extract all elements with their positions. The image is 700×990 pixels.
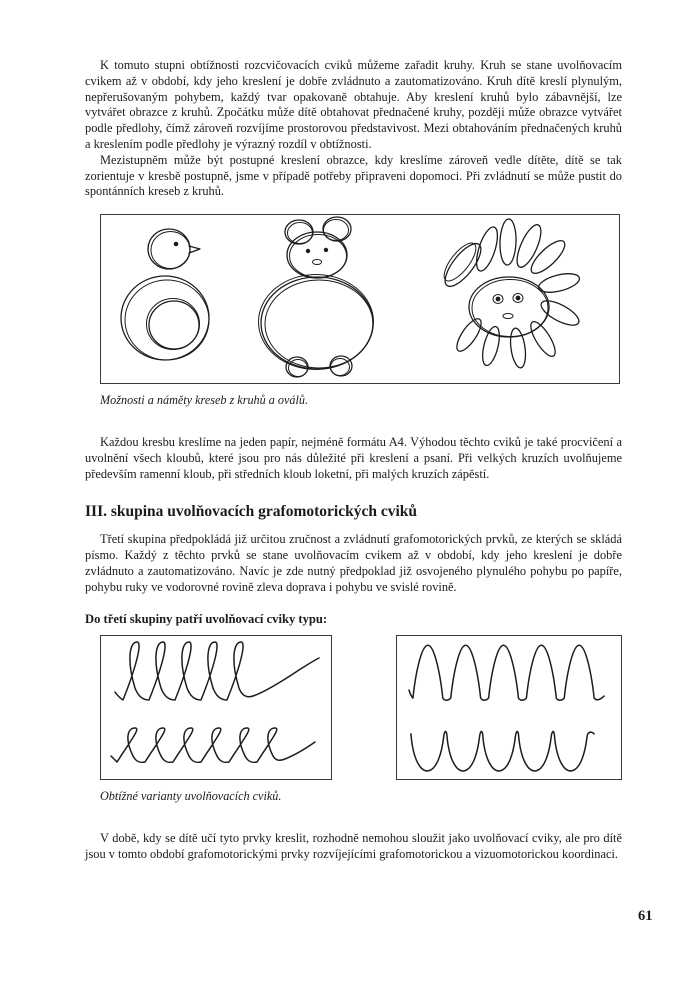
section-heading: III. skupina uvolňovacích grafomotorických cviků — [85, 503, 418, 521]
garlands-row — [411, 732, 594, 771]
loop-patterns-right — [397, 636, 621, 779]
bear-drawing — [259, 217, 374, 377]
exercise-figures-row — [100, 635, 622, 780]
paragraph-2: Mezistupněm může být postupné kreslení obrazce, kdy kreslíme zároveň vedle dítěte, dítě se tak zorientuje v kresbě postupně, jsme v případě potřeby připraveni dopomoci. Při zvládnutí se může pustit do spontánních kreseb z kruhů. — [85, 152, 622, 199]
circle-drawings-illustration — [101, 215, 619, 383]
paragraph-1: K tomuto stupni obtížnosti rozcvičovacích cviků můžeme zařadit kruhy. Kruh se stane uvolňovacím cvikem až v období, kdy jeho kreslení je dobře zvládnuto a zautomatizováno. Kruh dítě kreslí plynulým, nepřerušovaným pohybem, každý tvar opakovaně obtahuje. Aby kreslení kruhů bylo zábavnější, lze vytvářet obrazce z kruhů. Zpočátku může dítě obtahovat přednačené kruhy, později může obrazce vytvářet podle předlohy, čímž zároveň rozvíjíme prostorovou představivost. Mezi obtahováním přednačených kruhů a kreslením podle předlohy je výrazný rozdíl v obtížnosti. — [85, 58, 622, 151]
exercise-type-intro: Do třetí skupiny patří uvolňovací cviky typu: — [85, 611, 328, 626]
page-content — [85, 58, 622, 863]
crab-drawing — [439, 219, 583, 369]
paragraph-5: V době, kdy se dítě učí tyto prvky kreslit, rozhodně nemohou sloužit jako uvolňovací cviky, ale pro dítě jsou v tomto období grafomotorickými prvky rozvíjejícími grafomotorickou a vizuomotorickou koordinaci. — [85, 831, 622, 861]
paragraph-3: Každou kresbu kreslíme na jeden papír, nejméně formátu A4. Výhodou těchto cviků je také procvičení a uvolnění všech kloubů, které jsou pro nás důležité při kreslení a psaní. Při velkých kruzích uvolňujeme především ramenní kloub, při středních kloub loketní, při malých kruzích zápěstí. — [85, 434, 622, 481]
tall-loops-row — [115, 642, 319, 700]
circle-drawings-figure — [100, 214, 620, 384]
page-number: 61 — [638, 908, 653, 924]
figure-caption-1: Možnosti a náměty kreseb z kruhů a oválů. — [100, 393, 309, 408]
exercise-pattern-right-figure — [396, 635, 622, 780]
arches-row — [409, 646, 604, 701]
bird-drawing — [121, 229, 209, 360]
figure-caption-2: Obtížné varianty uvolňovacích cviků. — [100, 789, 282, 804]
slanted-loops-row — [111, 728, 315, 762]
loop-patterns-left — [101, 636, 331, 779]
paragraph-4: Třetí skupina předpokládá již určitou zručnost a zvládnutí grafomotorických prvků, ze kterých se skládá písmo. Každý z těchto prvků se stane uvolňovacím cvikem až v období, kdy jeho kreslení je dobře zvládnuto a zautomatizováno. Navíc je zde nutný předpoklad již osvojeného plynulého pohybu po papíře, pohybu ruky ve vodorovné rovině zleva doprava i pohybu ve svislé rovině. — [85, 532, 622, 594]
exercise-pattern-left-figure — [100, 635, 332, 780]
